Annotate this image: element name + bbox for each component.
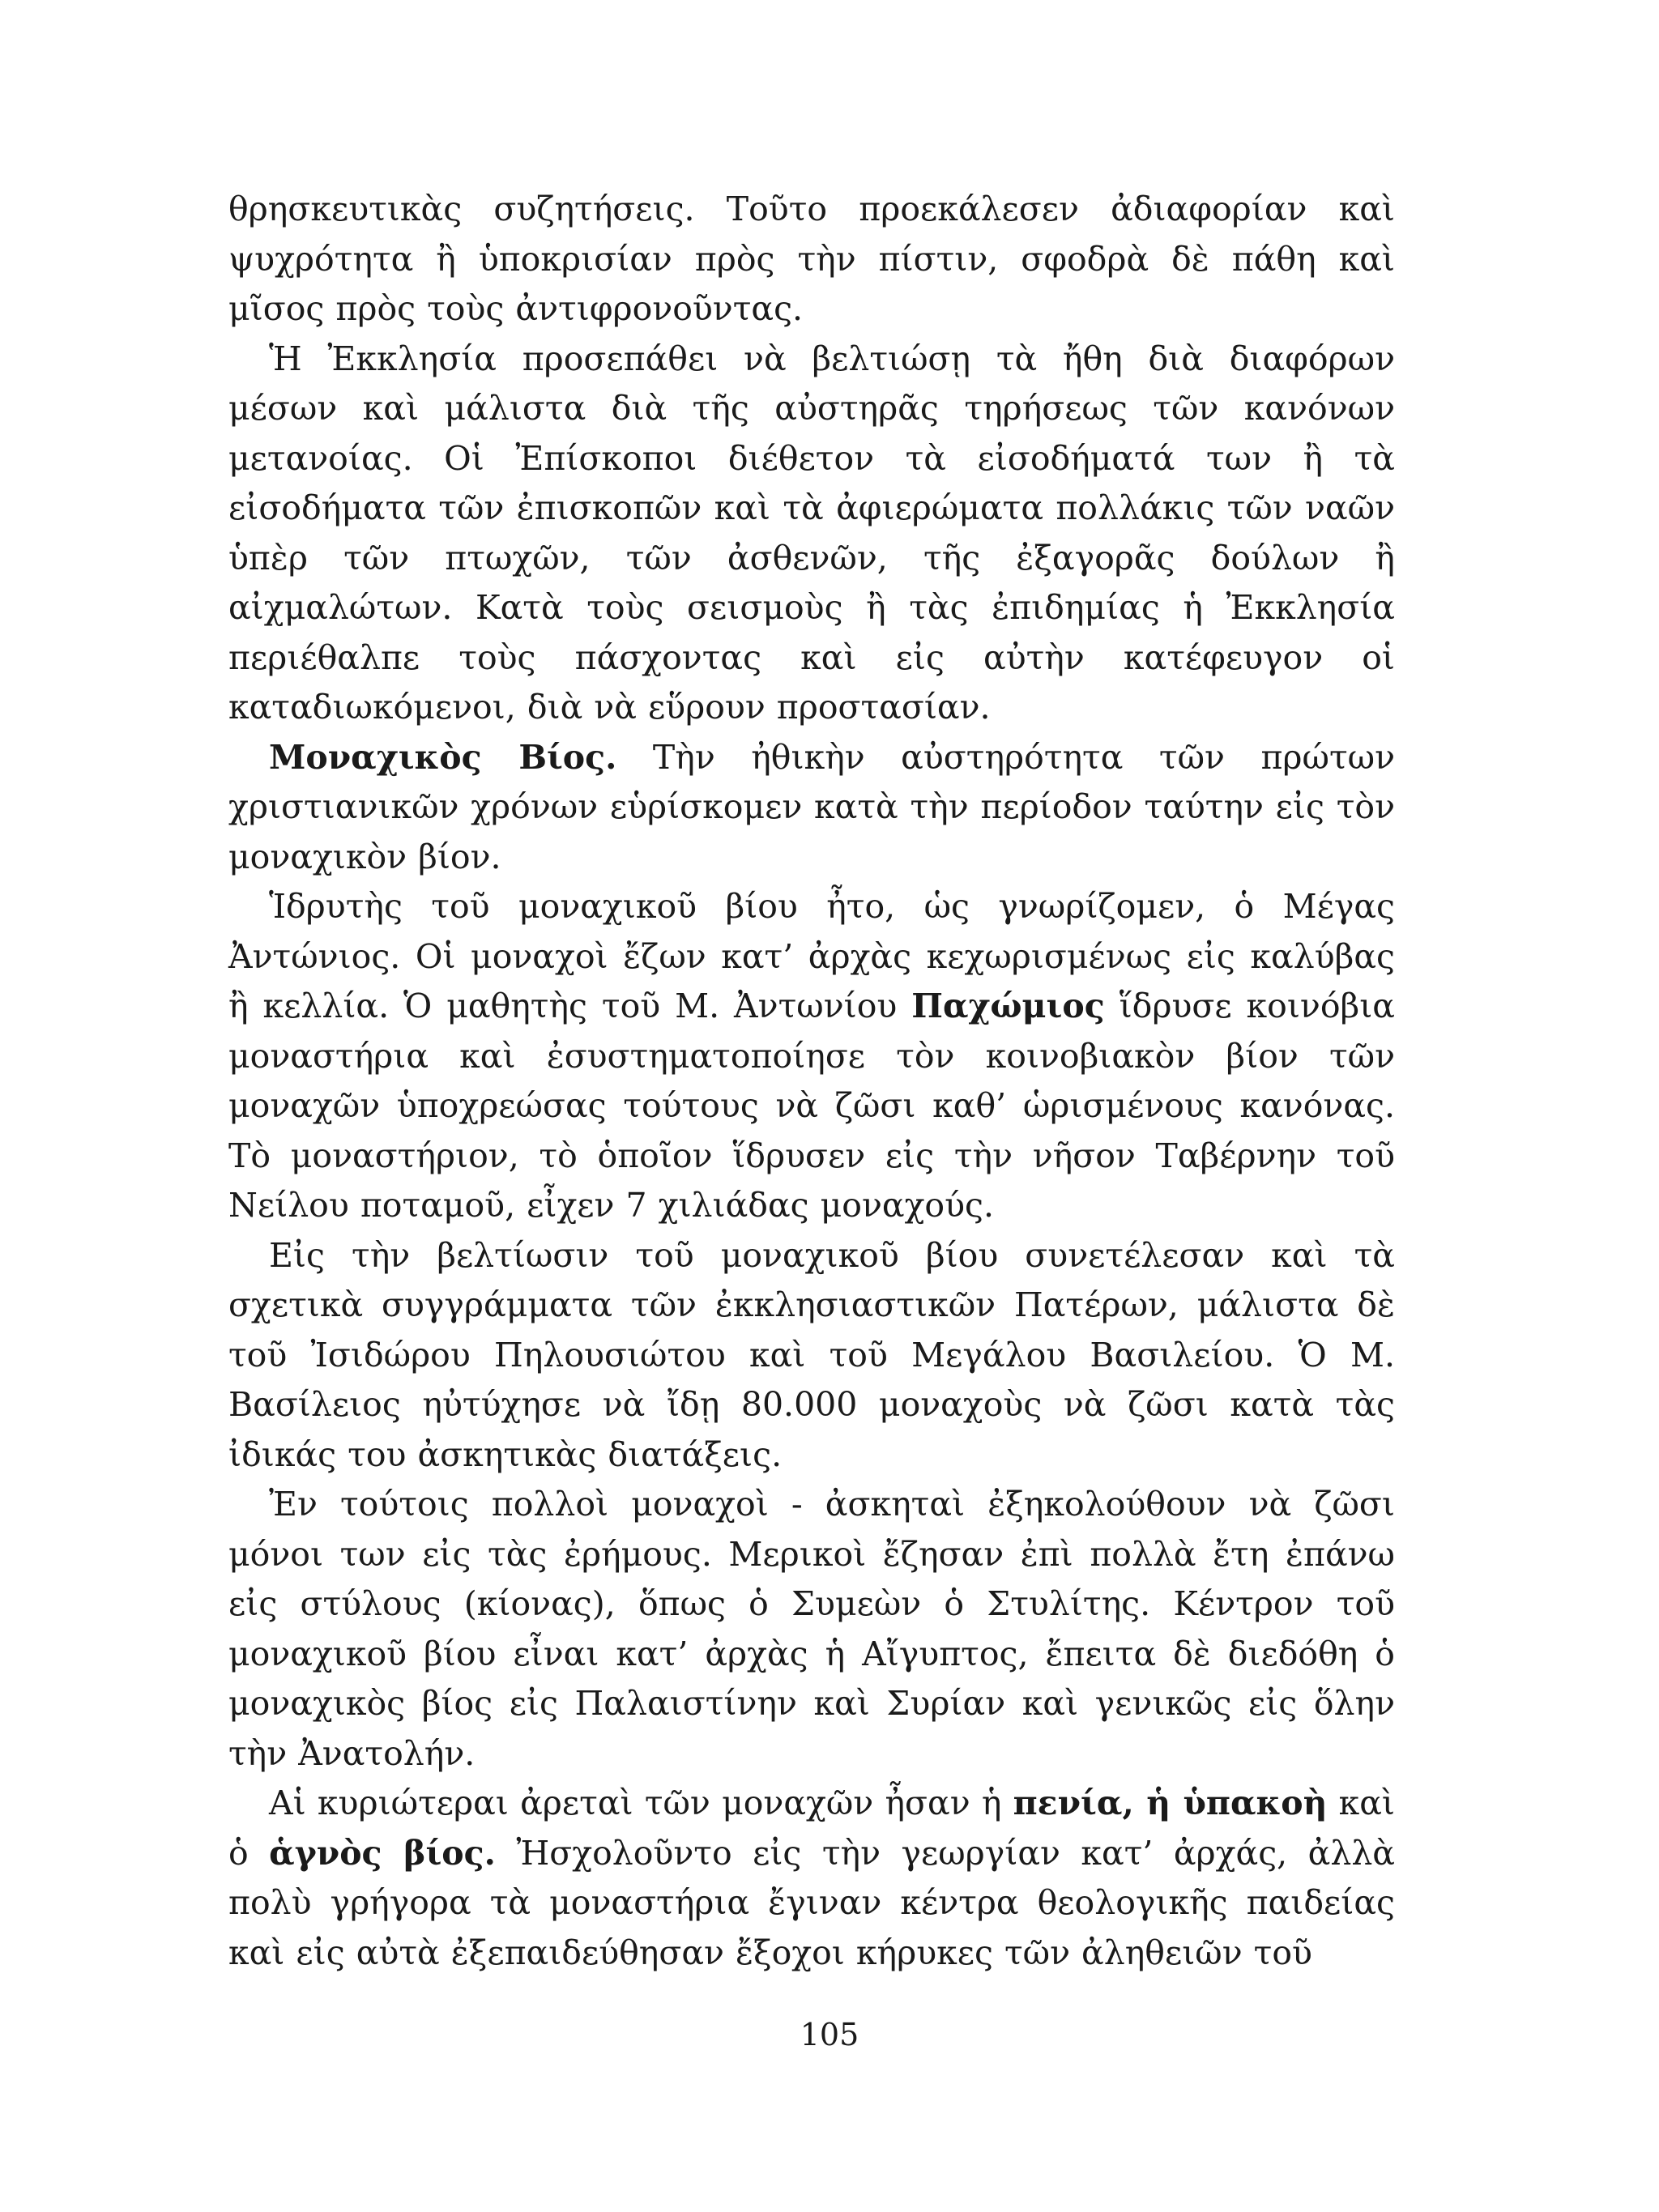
paragraph-text: θρησκευτικὰς συζητήσεις. Τοῦτο προεκάλεσεν ἀδιαφορίαν καὶ ψυχρότητα ἢ ὑποκρισίαν πρὸς τὴν πίστιν, σφοδρὰ δὲ πάθη καὶ μῖσος πρὸς τοὺς ἀντιφρονοῦντας. (228, 190, 1395, 328)
paragraph (228, 1779, 1395, 1978)
bold-text: ἁγνὸς βίος. (269, 1833, 496, 1873)
paragraph (228, 335, 1395, 733)
paragraph-text: Ἐν τούτοις πολλοὶ μοναχοὶ - ἀσκηταὶ ἐξηκολούθουν νὰ ζῶσι μόνοι των εἰς τὰς ἐρήμους. Μερικοὶ ἔζησαν ἐπὶ πολλὰ ἔτη ἐπάνω εἰς στύλους (κίονας), ὅπως ὁ Συμεὼν ὁ Στυλίτης. Κέντρον τοῦ μοναχικοῦ βίου εἶναι κατ’ ἀρχὰς ἡ Αἴγυπτος, ἔπειτα δὲ διεδόθη ὁ μοναχικὸς βίος εἰς Παλαιστίνην καὶ Συρίαν καὶ γενικῶς εἰς ὅλην τὴν Ἀνατολήν. (228, 1485, 1395, 1773)
bold-text: Μοναχικὸς Βίος. (269, 737, 617, 777)
text-column (228, 185, 1395, 1978)
paragraph (228, 185, 1395, 335)
paragraph-text: καὶ ὁ (228, 1784, 1395, 1873)
paragraph (228, 882, 1395, 1231)
bold-text: Παχώμιος (911, 987, 1105, 1025)
page-body (228, 185, 1395, 2112)
paragraph-text: Ἠσχολοῦντο εἰς τὴν γεωργίαν κατ’ ἀρχάς, ἀλλὰ πολὺ γρήγορα τὰ μοναστήρια ἔγιναν κέντρα θεολογικῆς παιδείας καὶ εἰς αὐτὰ ἐξεπαιδεύθησαν ἔξοχοι κήρυκες τῶν ἀληθειῶν τοῦ (228, 1833, 1395, 1972)
paragraph-text: Τὴν ἠθικὴν αὐστηρότητα τῶν πρώτων χριστιανικῶν χρόνων εὑρίσκομεν κατὰ τὴν περίοδον ταύτην εἰς τὸν μοναχικὸν βίον. (228, 737, 1395, 876)
paragraph (228, 1231, 1395, 1481)
paragraph-text: Εἰς τὴν βελτίωσιν τοῦ μοναχικοῦ βίου συνετέλεσαν καὶ τὰ σχετικὰ συγγράμματα τῶν ἐκκλησιαστικῶν Πατέρων, μάλιστα δὲ τοῦ Ἰσιδώρου Πηλουσιώτου καὶ τοῦ Μεγάλου Βασιλείου. Ὁ Μ. Βασίλειος ηὐτύχησε νὰ ἴδῃ 80.000 μοναχοὺς νὰ ζῶσι κατὰ τὰς ἰδικάς του ἀσκητικὰς διατάξεις. (228, 1235, 1395, 1474)
paragraph-text: Ἡ Ἐκκλησία προσεπάθει νὰ βελτιώσῃ τὰ ἤθη διὰ διαφόρων μέσων καὶ μάλιστα διὰ τῆς αὐστηρᾶς τηρήσεως τῶν κανόνων μετανοίας. Οἱ Ἐπίσκοποι διέθετον τὰ εἰσοδήματά των ἢ τὰ εἰσοδήματα τῶν ἐπισκοπῶν καὶ τὰ ἀφιερώματα πολλάκις τῶν ναῶν ὑπὲρ τῶν πτωχῶν, τῶν ἀσθενῶν, τῆς ἐξαγορᾶς δούλων ἢ αἰχμαλώτων. Κατὰ τοὺς σεισμοὺς ἢ τὰς ἐπιδημίας ἡ Ἐκκλησία περιέθαλπε τοὺς πάσχοντας καὶ εἰς αὐτὴν κατέφευγον οἱ καταδιωκόμενοι, διὰ νὰ εὕρουν προστασίαν. (228, 339, 1395, 727)
paragraph (228, 1480, 1395, 1779)
paragraph (228, 733, 1395, 883)
page-number: 105 (800, 2017, 859, 2052)
paragraph-text: ἵδρυσε κοινόβια μοναστήρια καὶ ἐσυστηματοποίησε τὸν κοινοβιακὸν βίον τῶν μοναχῶν ὑποχρεώσας τούτους νὰ ζῶσι καθ’ ὡρισμένους κανόνας. Τὸ μοναστήριον, τὸ ὁποῖον ἵδρυσεν εἰς τὴν νῆσον Ταβέρνην τοῦ Νείλου ποταμοῦ, εἶχεν 7 χιλιάδας μοναχούς. (228, 987, 1395, 1225)
paragraph-text: Αἱ κυριώτεραι ἀρεταὶ τῶν μοναχῶν ἦσαν ἡ (269, 1784, 1013, 1822)
bold-text: πενία, ἡ ὑπακοὴ (1013, 1784, 1328, 1822)
paragraph-text: Ἱδρυτὴς τοῦ μοναχικοῦ βίου ἦτο, ὡς γνωρίζομεν, ὁ Μέγας Ἀντώνιος. Οἱ μοναχοὶ ἔζων κατ’ ἀρχὰς κεχωρισμένως εἰς καλύβας ἢ κελλία. Ὁ μαθητὴς τοῦ Μ. Ἀντωνίου (228, 887, 1395, 1025)
